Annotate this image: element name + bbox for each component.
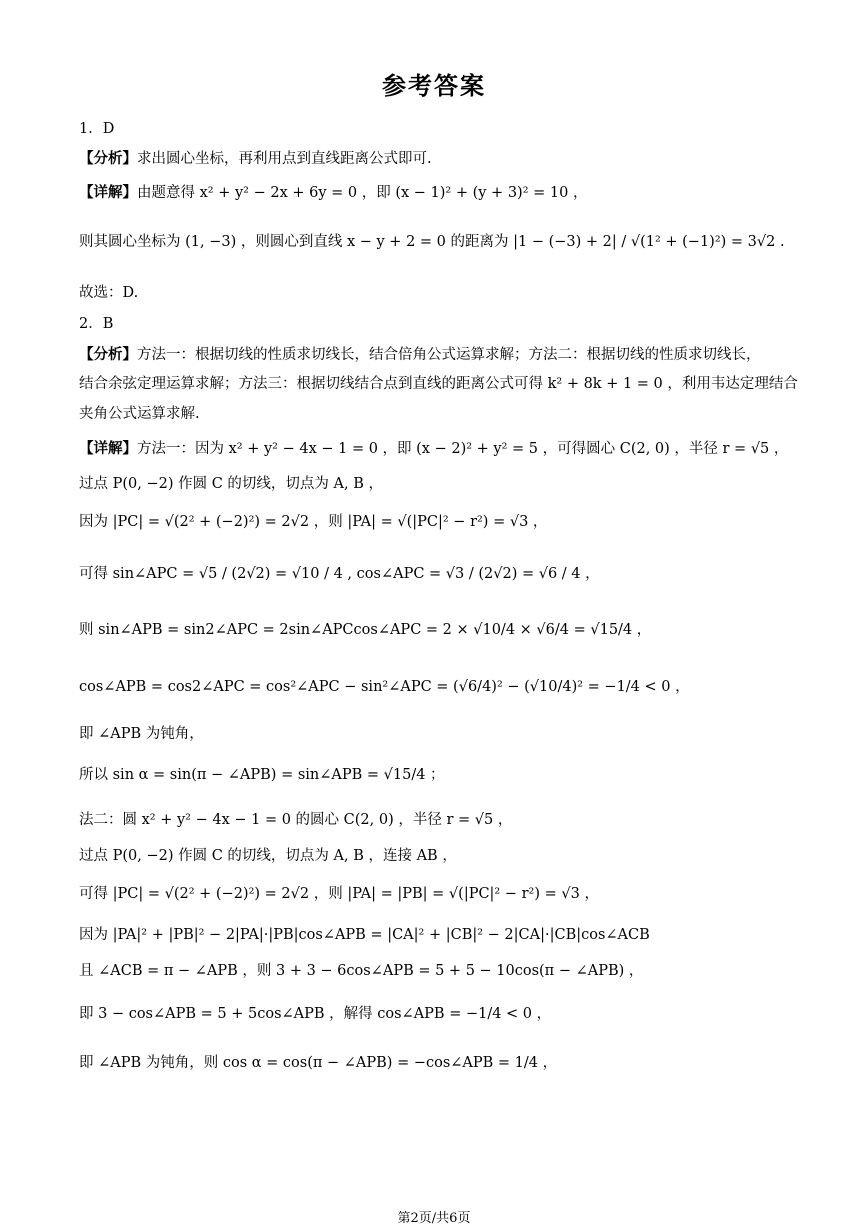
solution-line: 即 ∠APB 为钝角， xyxy=(79,726,204,742)
answer-1-distance: 则其圆心坐标为 (1, −3) ，则圆心到直线 x − y + 2 = 0 的距离为 |1 − (−3) + 2| / √(1² + (−1)²) = 3√2 . xyxy=(79,234,785,250)
method-2-line: 可得 |PC| = √(2² + (−2)²) = 2√2 ，则 |PA| = |PB| = √(|PC|² − r²) = √3 ， xyxy=(79,886,599,902)
answer-1-choice: 故选：D. xyxy=(79,285,139,301)
solution-line: cos∠APB = cos2∠APC = cos²∠APC − sin²∠APC = (√6/4)² − (√10/4)² = −1/4 < 0 ， xyxy=(79,679,690,695)
page-title: 参考答案 xyxy=(382,72,486,100)
section-tag: 【分析】 xyxy=(79,346,137,363)
section-tag: 【详解】 xyxy=(79,184,137,201)
method-2-line: 过点 P(0, −2) 作圆 C 的切线，切点为 A, B ，连接 AB ， xyxy=(79,848,457,864)
method-2-line: 因为 |PA|² + |PB|² − 2|PA|·|PB|cos∠APB = |CA|² + |CB|² − 2|CA|·|CB|cos∠ACB xyxy=(79,927,650,943)
answer-2-detail: 【详解】方法一：因为 x² + y² − 4x − 1 = 0 ，即 (x − 2)² + y² = 5 ，可得圆心 C(2, 0) ，半径 r = √5 ， xyxy=(79,440,789,457)
answer-1-detail: 【详解】由题意得 x² + y² − 2x + 6y = 0 ，即 (x − 1)² + (y + 3)² = 10 ， xyxy=(79,184,588,201)
section-tag: 【分析】 xyxy=(79,150,137,167)
answer-1-header: 1．D xyxy=(79,121,115,137)
answer-2-analysis-2: 结合余弦定理运算求解；方法三：根据切线结合点到直线的距离公式可得 k² + 8k + 1 = 0 ，利用韦达定理结合 xyxy=(79,376,798,392)
answer-2-analysis-3: 夹角公式运算求解. xyxy=(79,406,200,422)
solution-line: 过点 P(0, −2) 作圆 C 的切线，切点为 A, B ， xyxy=(79,476,383,492)
answer-2-header: 2．B xyxy=(79,316,114,332)
method-2-line: 且 ∠ACB = π − ∠APB ，则 3 + 3 − 6cos∠APB = 5 + 5 − 10cos(π − ∠APB) ， xyxy=(79,963,644,979)
answer-1-analysis: 【分析】求出圆心坐标，再利用点到直线距离公式即可. xyxy=(79,150,432,167)
solution-line: 因为 |PC| = √(2² + (−2)²) = 2√2 ，则 |PA| = √(|PC|² − r²) = √3 ， xyxy=(79,514,548,530)
method-2-line: 即 3 − cos∠APB = 5 + 5cos∠APB ，解得 cos∠APB = −1/4 < 0 ， xyxy=(79,1006,552,1022)
method-2-line: 即 ∠APB 为钝角，则 cos α = cos(π − ∠APB) = −cos∠APB = 1/4 ， xyxy=(79,1055,558,1071)
section-tag: 【详解】 xyxy=(79,440,137,457)
solution-line: 可得 sin∠APC = √5 / (2√2) = √10 / 4 , cos∠APC = √3 / (2√2) = √6 / 4 ， xyxy=(79,566,600,582)
solution-line: 所以 sin α = sin(π − ∠APB) = sin∠APB = √15/4 ； xyxy=(79,767,445,783)
answer-2-analysis-1: 【分析】方法一：根据切线的性质求切线长，结合倍角公式运算求解；方法二：根据切线的性质求切线长， xyxy=(79,346,761,363)
solution-line: 则 sin∠APB = sin2∠APC = 2sin∠APCcos∠APC = 2 × √10/4 × √6/4 = √15/4 ， xyxy=(79,622,652,638)
page-footer: 第2页/共6页 xyxy=(397,1211,471,1226)
method-2-line: 法二：圆 x² + y² − 4x − 1 = 0 的圆心 C(2, 0) ，半径 r = √5 ， xyxy=(79,812,513,828)
